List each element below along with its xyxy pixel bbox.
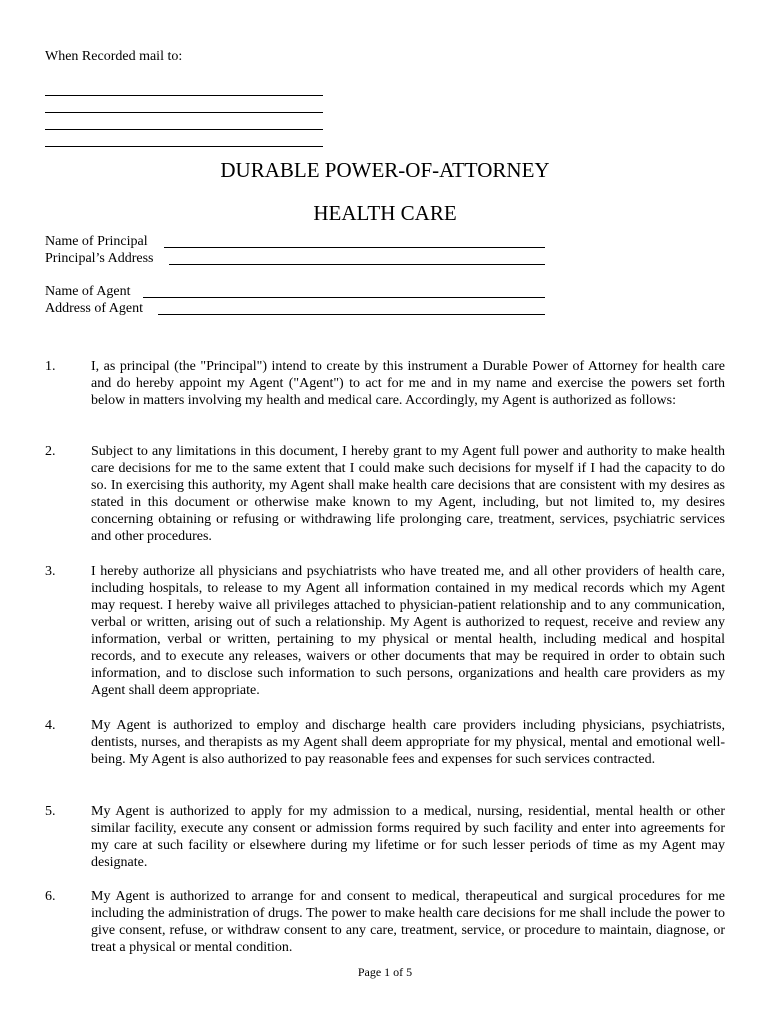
principal-address-label: Principal’s Address xyxy=(45,251,154,266)
mail-address-line-2 xyxy=(45,112,323,113)
clause-text: My Agent is authorized to employ and discharge health care providers including physicians, psychiatrists, dentists, nurses, and therapists as my Agent shall deem appropriate for my physical, mental and emotional well-being. My Agent is also authorized to pay reasonable fees and expenses for such services contracted. xyxy=(91,718,725,767)
mail-address-line-3 xyxy=(45,129,323,130)
clause-text: My Agent is authorized to apply for my admission to a medical, nursing, residential, mental health or other similar facility, execute any consent or admission forms required by such facility and enter into agreements for my care at such facility or elsewhere during my lifetime or for such lesser periods of time as my Agent may designate. xyxy=(91,804,725,870)
clause-text: I hereby authorize all physicians and psychiatrists who have treated me, and all other providers of health care, including hospitals, to release to my Agent all information contained in my medical records which my Agent may request. I hereby waive all privileges attached to physician-patient relationship and to any communication, verbal or written, arising out of such a relationship. My Agent is authorized to request, receive and review any information, verbal or written, pertaining to my physical or mental health, including medical and hospital records, and to execute any releases, waivers or other documents that may be required in order to obtain such information, and to disclose such information to such persons, organizations and health care providers as my Agent shall deem appropriate. xyxy=(91,564,725,698)
clause-number: 2. xyxy=(45,444,56,459)
mail-address-line-1 xyxy=(45,95,323,96)
clause-text: Subject to any limitations in this document, I hereby grant to my Agent full power and authority to make health care decisions for me to the same extent that I could make such decisions for myself if I had the capacity to do so. In exercising this authority, my Agent shall make health care decisions that are consistent with my desires as stated in this document or otherwise make known to my Agent, including, but not limited to, my desires concerning obtaining or refusing or withdrawing life prolonging care, treatment, services, psychiatric services and other procedures. xyxy=(91,444,725,544)
principal-name-field xyxy=(45,233,545,250)
principal-name-line xyxy=(164,247,545,248)
clause-number: 4. xyxy=(45,718,56,733)
clause-number: 1. xyxy=(45,359,56,374)
document-title: DURABLE POWER-OF-ATTORNEY xyxy=(220,158,550,182)
agent-address-field xyxy=(45,300,545,317)
recorded-mail-label: When Recorded mail to: xyxy=(45,49,183,64)
page-number: Page 1 of 5 xyxy=(357,965,413,979)
principal-address-line xyxy=(169,264,545,265)
agent-address-line xyxy=(158,314,545,315)
clause-number: 3. xyxy=(45,564,56,579)
clause-number: 6. xyxy=(45,889,56,904)
agent-address-label: Address of Agent xyxy=(45,301,143,316)
mail-address-line-4 xyxy=(45,146,323,147)
principal-address-field xyxy=(45,250,545,267)
agent-name-line xyxy=(143,297,545,298)
clause-number: 5. xyxy=(45,804,56,819)
clause-text: My Agent is authorized to arrange for and consent to medical, therapeutical and surgical procedures for me including the administration of drugs. The power to make health care decisions for me shall include the power to give consent, refuse, or withdraw consent to any care, treatment, service, or procedure to maintain, diagnose, or treat a physical or mental condition. xyxy=(91,889,725,955)
principal-name-label: Name of Principal xyxy=(45,234,148,249)
clause-text: I, as principal (the "Principal") intend to create by this instrument a Durable Power of Attorney for health care and do hereby appoint my Agent ("Agent") to act for me and in my name and exercise the powers set forth below in matters involving my health and medical care. Accordingly, my Agent is authorized as follows: xyxy=(91,359,725,408)
document-subtitle: HEALTH CARE xyxy=(313,201,457,225)
agent-name-field xyxy=(45,283,545,300)
agent-name-label: Name of Agent xyxy=(45,284,131,299)
